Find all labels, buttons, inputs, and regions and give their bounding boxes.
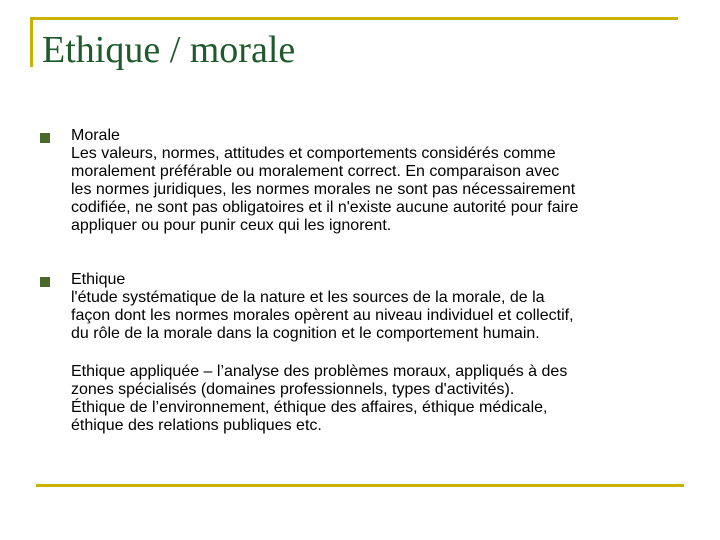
bullet-heading: Morale xyxy=(71,127,120,144)
text-line: l'étude systématique de la nature et les sources de la morale, de la xyxy=(71,289,545,306)
bullet-heading: Ethique xyxy=(71,271,126,288)
text-line: Éthique de l’environnement, éthique des affaires, éthique médicale, xyxy=(71,399,548,416)
bullet-text xyxy=(71,271,680,435)
text-line: éthique des relations publiques etc. xyxy=(71,417,322,434)
text-line: codifiée, ne sont pas obligatoires et il n'existe aucune autorité pour faire xyxy=(71,199,579,216)
square-bullet-icon xyxy=(40,133,50,143)
text-line: façon dont les normes morales opèrent au niveau individuel et collectif, xyxy=(71,307,574,324)
bullet-item-ethique xyxy=(40,271,680,435)
slide-title: Ethique / morale xyxy=(42,29,296,71)
top-rule xyxy=(30,17,678,20)
bullet-item-morale xyxy=(40,127,680,235)
text-line: Ethique appliquée – l’analyse des problèmes moraux, appliqués à des xyxy=(71,363,568,380)
text-line: les normes juridiques, les normes morales ne sont pas nécessairement xyxy=(71,181,576,198)
square-bullet-icon xyxy=(40,277,50,287)
text-line: moralement préférable ou moralement correct. En comparaison avec xyxy=(71,163,560,180)
text-line: du rôle de la morale dans la cognition et le comportement humain. xyxy=(71,325,540,342)
bottom-rule xyxy=(36,484,684,487)
left-rule xyxy=(30,17,33,67)
text-line: Les valeurs, normes, attitudes et comportements considérés comme xyxy=(71,145,556,162)
bullet-text xyxy=(71,127,680,235)
text-line: zones spécialisés (domaines professionnels, types d'activités). xyxy=(71,381,515,398)
text-line: appliquer ou pour punir ceux qui les ignorent. xyxy=(71,217,392,234)
